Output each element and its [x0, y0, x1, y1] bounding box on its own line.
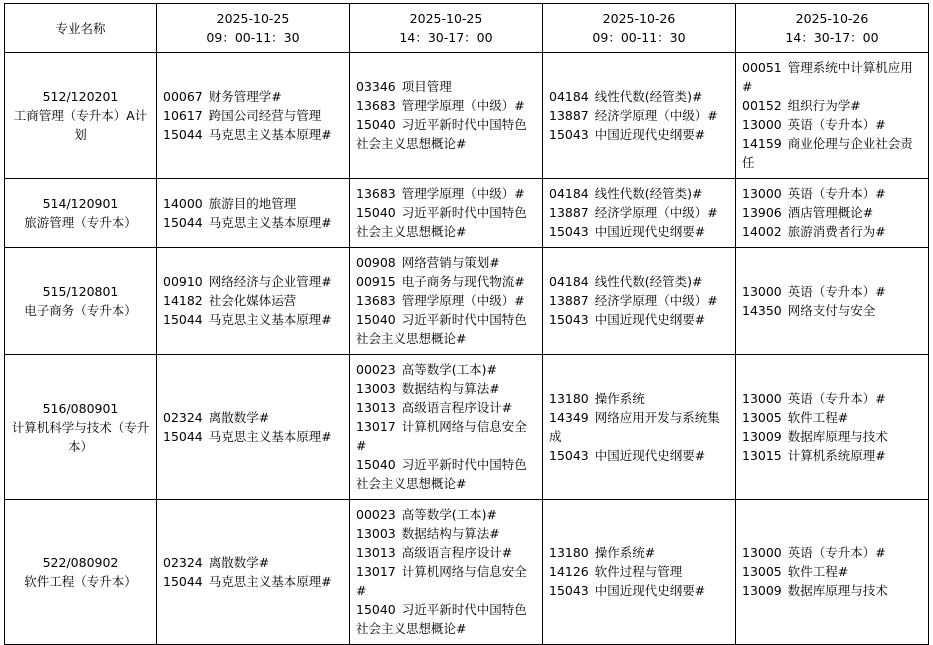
course-entry [742, 389, 922, 408]
column-header-slot-3-date: 2025-10-26 [602, 11, 676, 26]
major-cell [5, 179, 157, 248]
course-entry [742, 184, 922, 203]
course-name: 线性代数(经管类)# [594, 88, 703, 104]
course-entry [356, 203, 536, 241]
course-cell-slot-4 [736, 179, 929, 248]
course-code: 13003 [356, 381, 396, 396]
course-entry [742, 115, 922, 134]
course-name: 网络营销与策划# [401, 255, 500, 270]
course-entry [356, 543, 536, 562]
course-entry [356, 562, 536, 600]
course-cell-slot-3 [543, 500, 736, 645]
major-cell [5, 355, 157, 500]
course-name: 网络应用开发与系统集成 [549, 409, 720, 444]
course-entry [163, 213, 343, 232]
table-row [5, 179, 929, 248]
course-name: 高级语言程序设计# [401, 545, 513, 560]
course-cell-slot-1 [157, 248, 350, 355]
course-name: 离散数学# [208, 554, 270, 570]
course-code: 13015 [742, 447, 782, 463]
course-name: 马克思主义基本原理# [208, 312, 332, 327]
major-name: 软件工程（专升本） [24, 574, 137, 589]
course-entry [742, 96, 922, 115]
course-code: 15040 [356, 602, 396, 617]
major-name: 计算机科学与技术（专升本） [11, 419, 150, 454]
course-code: 02324 [163, 554, 203, 570]
course-code: 15044 [163, 126, 203, 142]
column-header-slot-4 [736, 4, 929, 53]
course-entry [163, 427, 343, 446]
course-code: 13013 [356, 400, 396, 415]
course-name: 习近平新时代中国特色社会主义思想概论# [356, 205, 527, 239]
course-name: 网络支付与安全 [787, 302, 876, 318]
course-name: 经济学原理（中级）# [594, 293, 718, 308]
course-cell-slot-2 [350, 179, 543, 248]
course-cell-slot-1 [157, 355, 350, 500]
course-entry [356, 96, 536, 115]
course-cell-slot-4 [736, 53, 929, 179]
course-entry [356, 398, 536, 417]
course-entry [742, 408, 922, 427]
course-code: 14349 [549, 409, 589, 425]
course-entry [549, 389, 729, 408]
column-header-slot-1 [157, 4, 350, 53]
course-cell-slot-4 [736, 355, 929, 500]
course-code: 14159 [742, 136, 782, 151]
course-entry [356, 600, 536, 638]
major-code: 515/120801 [42, 284, 119, 299]
course-code: 13887 [549, 293, 589, 308]
course-cell-slot-2 [350, 248, 543, 355]
exam-schedule-table [4, 3, 929, 645]
course-entry [742, 446, 922, 465]
course-entry [163, 408, 343, 427]
course-code: 15043 [549, 312, 589, 327]
course-code: 13000 [742, 117, 782, 132]
course-entry [356, 291, 536, 310]
major-cell [5, 248, 157, 355]
course-code: 13017 [356, 419, 396, 434]
course-code: 00023 [356, 362, 396, 377]
course-name: 英语（专升本）# [787, 186, 886, 201]
course-entry [549, 562, 729, 581]
course-entry [549, 408, 729, 446]
course-entry [742, 543, 922, 562]
table-header [5, 4, 929, 53]
course-cell-slot-2 [350, 355, 543, 500]
column-header-slot-4-date: 2025-10-26 [795, 11, 869, 26]
course-name: 中国近现代史纲要# [594, 126, 706, 142]
course-entry [356, 417, 536, 455]
course-name: 马克思主义基本原理# [208, 214, 332, 230]
course-code: 14350 [742, 302, 782, 318]
course-entry [163, 553, 343, 572]
course-code: 00910 [163, 274, 203, 289]
course-entry [549, 272, 729, 291]
course-cell-slot-3 [543, 179, 736, 248]
course-name: 数据库原理与技术 [787, 428, 888, 444]
course-name: 旅游目的地管理 [208, 195, 297, 211]
course-name: 马克思主义基本原理# [208, 126, 332, 142]
course-entry [549, 87, 729, 106]
course-entry [742, 581, 922, 600]
course-entry [163, 87, 343, 106]
course-name: 中国近现代史纲要# [594, 583, 706, 598]
course-entry [549, 446, 729, 465]
course-entry [163, 272, 343, 291]
course-cell-slot-1 [157, 53, 350, 179]
course-code: 15043 [549, 224, 589, 239]
course-entry [163, 291, 343, 310]
course-entry [549, 184, 729, 203]
course-entry [356, 115, 536, 153]
course-code: 04184 [549, 274, 589, 289]
course-code: 10617 [163, 107, 203, 123]
course-entry [742, 562, 922, 581]
course-cell-slot-3 [543, 53, 736, 179]
course-cell-slot-2 [350, 53, 543, 179]
course-entry [163, 106, 343, 125]
course-name: 习近平新时代中国特色社会主义思想概论# [356, 117, 527, 151]
course-code: 13887 [549, 107, 589, 123]
course-name: 英语（专升本）# [787, 117, 886, 132]
course-name: 习近平新时代中国特色社会主义思想概论# [356, 602, 527, 636]
course-code: 13180 [549, 390, 589, 406]
course-name: 项目管理 [401, 79, 452, 94]
course-entry [356, 505, 536, 524]
course-cell-slot-1 [157, 179, 350, 248]
course-name: 计算机网络与信息安全# [356, 419, 527, 453]
course-entry [356, 360, 536, 379]
course-code: 00152 [742, 98, 782, 113]
course-entry [356, 77, 536, 96]
course-code: 13005 [742, 564, 782, 579]
course-name: 组织行为学# [787, 98, 861, 113]
course-code: 13000 [742, 390, 782, 406]
course-name: 电子商务与现代物流# [401, 274, 525, 289]
course-name: 线性代数(经管类)# [594, 274, 703, 289]
course-entry [549, 581, 729, 600]
course-entry [742, 427, 922, 446]
course-name: 计算机网络与信息安全# [356, 564, 527, 598]
course-code: 13005 [742, 409, 782, 425]
course-name: 马克思主义基本原理# [208, 428, 332, 444]
course-name: 软件过程与管理 [594, 564, 683, 579]
course-entry [356, 455, 536, 493]
course-code: 13003 [356, 526, 396, 541]
course-code: 15040 [356, 457, 396, 472]
course-code: 13000 [742, 283, 782, 299]
course-code: 00051 [742, 60, 782, 75]
course-entry [356, 253, 536, 272]
column-header-major-line1: 专业名称 [55, 20, 106, 36]
course-entry [549, 291, 729, 310]
course-code: 13009 [742, 583, 782, 598]
course-code: 15044 [163, 214, 203, 230]
major-name: 旅游管理（专升本） [24, 215, 137, 230]
course-name: 管理系统中计算机应用# [742, 60, 913, 94]
course-name: 酒店管理概论# [787, 205, 874, 220]
course-code: 13180 [549, 545, 589, 560]
course-entry [163, 125, 343, 144]
course-code: 04184 [549, 88, 589, 104]
column-header-slot-3 [543, 4, 736, 53]
major-code: 512/120201 [42, 89, 119, 104]
course-name: 中国近现代史纲要# [594, 312, 706, 327]
course-name: 马克思主义基本原理# [208, 573, 332, 589]
course-entry [742, 282, 922, 301]
column-header-slot-2 [350, 4, 543, 53]
course-code: 13000 [742, 545, 782, 560]
course-name: 跨国公司经营与管理 [208, 107, 322, 123]
course-name: 旅游消费者行为# [787, 224, 886, 239]
table-row [5, 248, 929, 355]
course-cell-slot-3 [543, 355, 736, 500]
column-header-slot-2-date: 2025-10-25 [409, 11, 483, 26]
course-cell-slot-2 [350, 500, 543, 645]
course-name: 经济学原理（中级）# [594, 205, 718, 220]
course-code: 00023 [356, 507, 396, 522]
course-name: 高级语言程序设计# [401, 400, 513, 415]
course-name: 线性代数(经管类)# [594, 186, 703, 201]
course-name: 英语（专升本）# [787, 283, 886, 299]
course-code: 00908 [356, 255, 396, 270]
course-name: 高等数学(工本)# [401, 362, 497, 377]
course-name: 管理学原理（中级）# [401, 293, 525, 308]
course-code: 15040 [356, 117, 396, 132]
course-name: 软件工程# [787, 409, 849, 425]
course-entry [742, 203, 922, 222]
course-code: 15040 [356, 312, 396, 327]
course-entry [549, 310, 729, 329]
course-code: 02324 [163, 409, 203, 425]
course-entry [549, 106, 729, 125]
column-header-major [5, 4, 157, 53]
major-name: 电子商务（专升本） [24, 303, 137, 318]
course-name: 习近平新时代中国特色社会主义思想概论# [356, 312, 527, 346]
column-header-slot-1-date: 2025-10-25 [216, 11, 290, 26]
course-entry [742, 58, 922, 96]
course-code: 13017 [356, 564, 396, 579]
course-code: 13906 [742, 205, 782, 220]
course-entry [356, 184, 536, 203]
course-cell-slot-3 [543, 248, 736, 355]
course-name: 财务管理学# [208, 88, 282, 104]
course-name: 商业伦理与企业社会责任 [742, 136, 913, 170]
table-row [5, 355, 929, 500]
course-entry [549, 222, 729, 241]
course-name: 高等数学(工本)# [401, 507, 497, 522]
course-code: 13683 [356, 186, 396, 201]
course-code: 13887 [549, 205, 589, 220]
course-name: 网络经济与企业管理# [208, 274, 332, 289]
course-code: 13009 [742, 428, 782, 444]
course-name: 社会化媒体运营 [208, 293, 297, 308]
course-name: 管理学原理（中级）# [401, 186, 525, 201]
course-name: 数据结构与算法# [401, 381, 500, 396]
course-code: 13683 [356, 98, 396, 113]
course-code: 03346 [356, 79, 396, 94]
course-entry [356, 272, 536, 291]
column-header-slot-1-time: 09：00-11：30 [206, 30, 300, 45]
course-name: 软件工程# [787, 564, 849, 579]
course-name: 英语（专升本）# [787, 390, 886, 406]
course-entry [163, 310, 343, 329]
course-name: 中国近现代史纲要# [594, 447, 706, 463]
course-name: 英语（专升本）# [787, 545, 886, 560]
course-cell-slot-4 [736, 500, 929, 645]
course-code: 14182 [163, 293, 203, 308]
course-entry [549, 543, 729, 562]
course-cell-slot-4 [736, 248, 929, 355]
course-code: 15044 [163, 312, 203, 327]
course-name: 操作系统 [594, 390, 645, 406]
course-code: 13013 [356, 545, 396, 560]
major-cell [5, 53, 157, 179]
course-code: 00067 [163, 88, 203, 104]
course-code: 14000 [163, 195, 203, 211]
course-code: 15044 [163, 428, 203, 444]
course-entry [356, 379, 536, 398]
course-entry [549, 125, 729, 144]
major-code: 522/080902 [42, 555, 119, 570]
course-code: 13000 [742, 186, 782, 201]
course-code: 00915 [356, 274, 396, 289]
course-name: 管理学原理（中级）# [401, 98, 525, 113]
table-row [5, 53, 929, 179]
course-name: 经济学原理（中级）# [594, 107, 718, 123]
column-header-slot-2-time: 14：30-17：00 [399, 30, 493, 45]
course-entry [549, 203, 729, 222]
course-name: 习近平新时代中国特色社会主义思想概论# [356, 457, 527, 491]
header-row [5, 4, 929, 53]
major-code: 516/080901 [42, 400, 119, 416]
course-code: 15043 [549, 126, 589, 142]
course-name: 中国近现代史纲要# [594, 224, 706, 239]
course-entry [742, 222, 922, 241]
course-code: 15043 [549, 447, 589, 463]
course-entry [356, 310, 536, 348]
major-name: 工商管理（专升本）A计划 [13, 108, 148, 142]
major-cell [5, 500, 157, 645]
course-name: 数据结构与算法# [401, 526, 500, 541]
course-name: 计算机系统原理# [787, 447, 886, 463]
course-code: 15044 [163, 573, 203, 589]
course-code: 14002 [742, 224, 782, 239]
course-entry [163, 572, 343, 591]
course-entry [356, 524, 536, 543]
course-name: 操作系统# [594, 545, 656, 560]
course-entry [163, 194, 343, 213]
table-body [5, 53, 929, 645]
column-header-slot-3-time: 09：00-11：30 [592, 30, 686, 45]
course-name: 离散数学# [208, 409, 270, 425]
course-code: 04184 [549, 186, 589, 201]
column-header-slot-4-time: 14：30-17：00 [785, 30, 879, 45]
course-name: 数据库原理与技术 [787, 583, 888, 598]
course-code: 14126 [549, 564, 589, 579]
major-code: 514/120901 [42, 196, 119, 211]
course-code: 15040 [356, 205, 396, 220]
course-code: 13683 [356, 293, 396, 308]
course-cell-slot-1 [157, 500, 350, 645]
table-row [5, 500, 929, 645]
course-code: 15043 [549, 583, 589, 598]
course-entry [742, 134, 922, 172]
course-entry [742, 301, 922, 320]
